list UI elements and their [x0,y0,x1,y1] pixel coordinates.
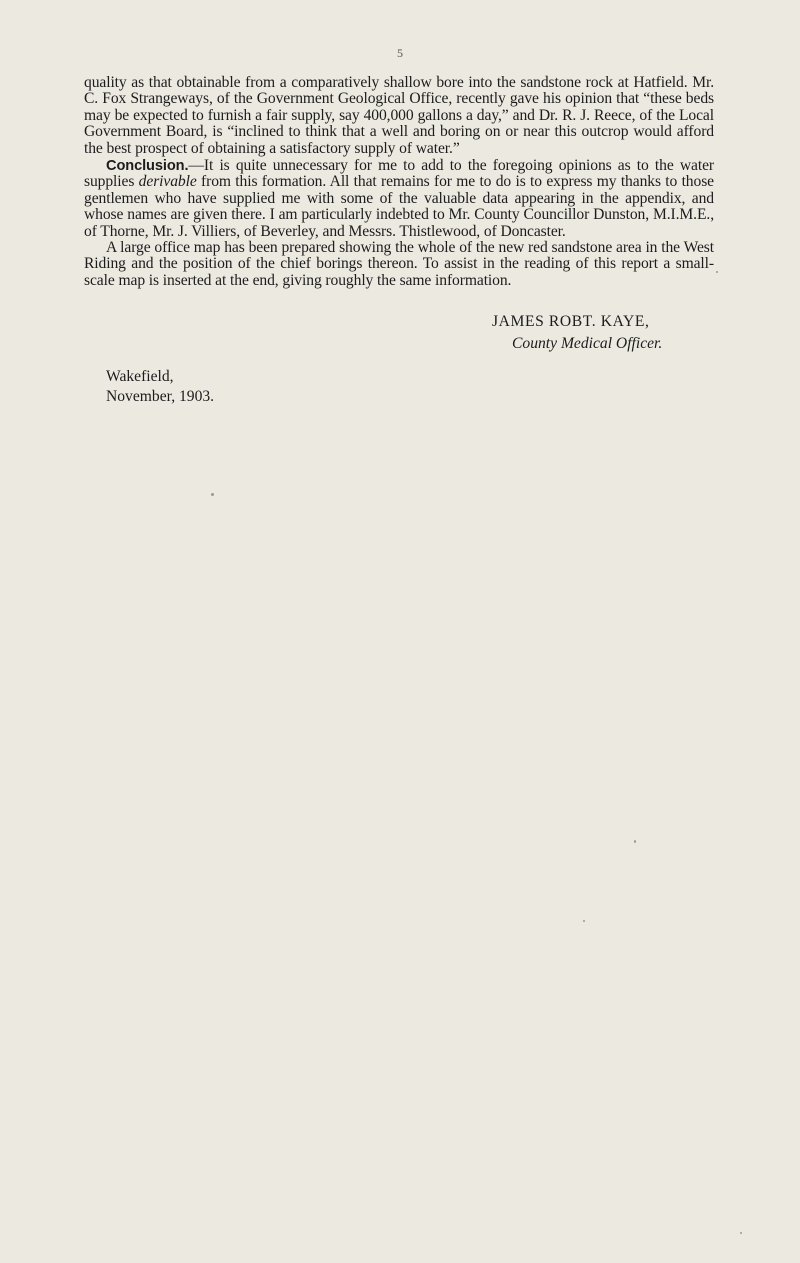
paragraph-office-map: A large office map has been prepared showing the whole of the new red sandstone area in the West Riding and the position of the chief borings thereon. To assist in the reading of this report a small-scale map is inserted at the end, giving roughly the same information. [84,239,714,289]
signature-date: November, 1903. [106,388,215,405]
paper-speck [634,840,636,843]
conclusion-text-start: —It is quite unnecessary for me to add to the foregoing opinions as to the water supplies [84,157,714,191]
signatory-title: County Medical Officer. [512,335,663,352]
paper-speck [716,271,718,273]
paragraph-water-opinions: quality as that obtainable from a comparatively shallow bore into the sandstone rock at Hatfield. Mr. C. Fox Strangeways, of the Government Geological Office, recently gave his opinion that “these beds may be expected to furnish a fair supply, say 400,000 gallons a day,” and Dr. R. J. Reece, of the Local Government Board, is “inclined to think that a well and boring on or near this outcrop would afford the best prospect of obtaining a satisfactory supply of water.” [84,74,714,157]
conclusion-italic-word: derivable [138,173,197,191]
paragraph-conclusion [84,158,714,240]
paper-speck [583,920,585,922]
signature-block [0,313,800,433]
conclusion-heading: Conclusion. [106,158,189,174]
signature-place: Wakefield, [106,368,174,385]
conclusion-text-end: from this formation. All that remains for me to do is to express my thanks to those gentlemen who have supplied me with some of the valuable data appearing in the appendix, and whose names are given there. I am particularly indebted to Mr. County Councillor Dunston, M.I.M.E., of Thorne, Mr. J. Villiers, of Beverley, and Messrs. Thistlewood, of Doncaster. [84,173,714,240]
paper-speck [211,493,214,496]
signatory-name: JAMES ROBT. KAYE, [492,313,650,330]
page-number: 5 [397,46,403,60]
paper-speck [740,1232,742,1234]
